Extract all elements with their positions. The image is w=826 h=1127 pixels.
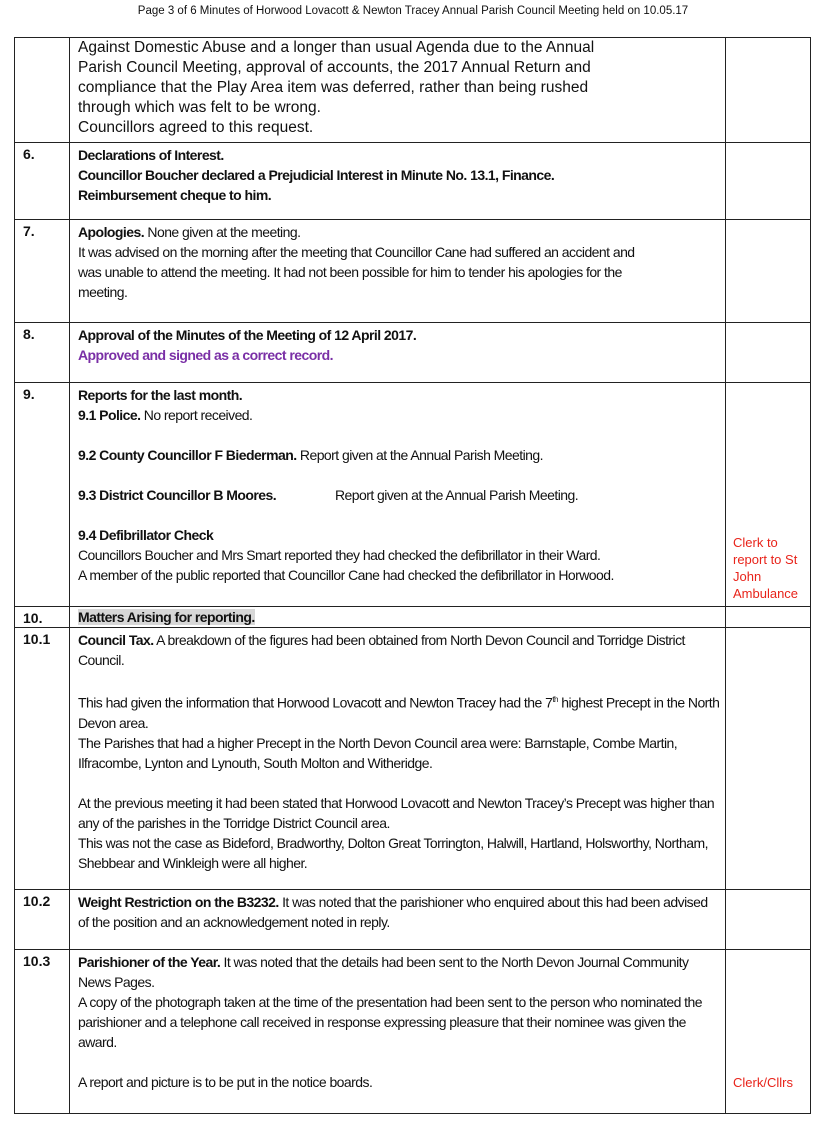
minute-body — [70, 143, 726, 220]
text-span: highest Precept in the North Devon area. — [78, 694, 720, 731]
minute-title: Approval of the Minutes of the Meeting of 12 April 2017. — [78, 327, 417, 343]
page-header: Page 3 of 6 Minutes of Horwood Lovacott & Newton Tracey Annual Parish Council Meeting held on 10.05.17 — [137, 5, 689, 17]
minute-number — [15, 38, 70, 143]
text-line: Reimbursement cheque to him. — [78, 187, 272, 203]
text-line: Councillors Boucher and Mrs Smart reported they had checked the defibrillator in their Ward. — [78, 547, 601, 563]
minute-title: Declarations of Interest. — [78, 147, 224, 163]
minute-row-10-1 — [15, 628, 811, 890]
minute-row-10 — [15, 607, 811, 628]
minute-body — [70, 220, 726, 323]
text-line: Parish Council Meeting, approval of accounts, the 2017 Annual Return and — [78, 59, 591, 76]
text-span: It was noted that the details had been sent to the North Devon Journal Community News Pages. — [78, 954, 689, 990]
text-paragraph: This was not the case as Bideford, Bradworthy, Dolton Great Torrington, Halwill, Hartland, Holsworthy, Northam, Shebbear and Winkleigh were all higher. — [78, 834, 708, 871]
minute-row-10-2 — [15, 890, 811, 950]
text-line: Councillor Boucher declared a Prejudicial Interest in Minute No. 13.1, Finance. — [78, 167, 555, 183]
minute-body — [70, 383, 726, 607]
minute-title: Reports for the last month. — [78, 387, 243, 403]
text-line: meeting. — [78, 284, 128, 300]
text-span: A breakdown of the figures had been obtained from North Devon Council and Torridge District Council. — [78, 632, 685, 668]
text-span: This had given the information that Horwood Lovacott and Newton Tracey had the 7 — [78, 694, 553, 711]
minute-body — [70, 38, 726, 143]
text-line: Against Domestic Abuse and a longer than usual Agenda due to the Annual — [78, 39, 595, 56]
text-line: Councillors agreed to this request. — [78, 119, 314, 136]
text-line: It was advised on the morning after the meeting that Councillor Cane had suffered an accident and — [78, 244, 635, 260]
text-line: A member of the public reported that Councillor Cane had checked the defibrillator in Horwood. — [78, 567, 614, 583]
minute-number: 10.1 — [15, 628, 70, 890]
action-cell — [726, 607, 811, 628]
minute-title: Apologies. — [78, 224, 145, 240]
minute-body — [70, 950, 726, 1114]
minute-number: 10.2 — [15, 890, 70, 950]
minute-title: Matters Arising for reporting. — [78, 609, 255, 625]
minute-title: Parishioner of the Year. — [78, 954, 221, 970]
text-span: No report received. — [140, 407, 253, 423]
text-paragraph: The Parishes that had a higher Precept in the North Devon Council area were: Barnstaple, Combe Martin, Ilfracombe, Lynton and Lynouth, South Molton and Witheridge. — [78, 734, 678, 771]
minute-row-continued — [15, 38, 811, 143]
text-span: It was noted that the parishioner who enquired about this had been advised of the position and an acknowledgement noted in reply. — [78, 894, 708, 930]
minute-body — [70, 323, 726, 383]
minute-number: 6. — [15, 143, 70, 220]
minute-number: 7. — [15, 220, 70, 323]
action-cell — [726, 38, 811, 143]
minute-body — [70, 607, 726, 628]
text-line: through which was felt to be wrong. — [78, 99, 321, 116]
minute-row-9 — [15, 383, 811, 607]
minute-title: Weight Restriction on the B3232. — [78, 894, 279, 910]
minute-number: 9. — [15, 383, 70, 607]
minute-number: 8. — [15, 323, 70, 383]
text-span: Report given at the Annual Parish Meeting. — [335, 487, 579, 503]
text-paragraph: At the previous meeting it had been stated that Horwood Lovacott and Newton Tracey’s Precept was higher than any of the parishes in the Torridge District Council area. — [78, 794, 715, 831]
minute-row-10-3 — [15, 950, 811, 1114]
minute-number: 10. — [15, 607, 70, 628]
action-cell — [726, 220, 811, 323]
approval-note: Approved and signed as a correct record. — [78, 347, 333, 363]
action-cell — [726, 143, 811, 220]
subsection-title: 9.2 County Councillor F Biederman. — [78, 447, 297, 463]
text-span: Report given at the Annual Parish Meeting. — [296, 447, 543, 463]
subsection-title: 9.4 Defibrillator Check — [78, 527, 214, 543]
minute-row-8 — [15, 323, 811, 383]
subsection-title: 9.1 Police. — [78, 407, 141, 423]
superscript: th — [552, 695, 558, 704]
minutes-table — [14, 37, 811, 1114]
subsection-title: 9.3 District Councillor B Moores. — [78, 487, 277, 503]
text-line: compliance that the Play Area item was deferred, rather than being rushed — [78, 79, 589, 96]
action-cell — [726, 890, 811, 950]
text-paragraph: A report and picture is to be put in the notice boards. — [78, 1074, 373, 1090]
text-paragraph: A copy of the photograph taken at the time of the presentation had been sent to the person who nominated the parishioner and a telephone call received in response expressing pleasure that their nominee was given the award. — [78, 994, 702, 1050]
action-note: Clerk to report to St John Ambulance — [726, 383, 811, 607]
text-line: was unable to attend the meeting. It had not been possible for him to tender his apologies for the — [78, 264, 622, 280]
text-span: None given at the meeting. — [144, 224, 301, 240]
minute-title: Council Tax. — [78, 632, 154, 648]
minute-body — [70, 628, 726, 890]
minute-row-6 — [15, 143, 811, 220]
minute-row-7 — [15, 220, 811, 323]
minute-body — [70, 890, 726, 950]
action-note: Clerk/Cllrs — [726, 950, 811, 1114]
action-cell — [726, 628, 811, 890]
action-cell — [726, 323, 811, 383]
minute-number: 10.3 — [15, 950, 70, 1114]
